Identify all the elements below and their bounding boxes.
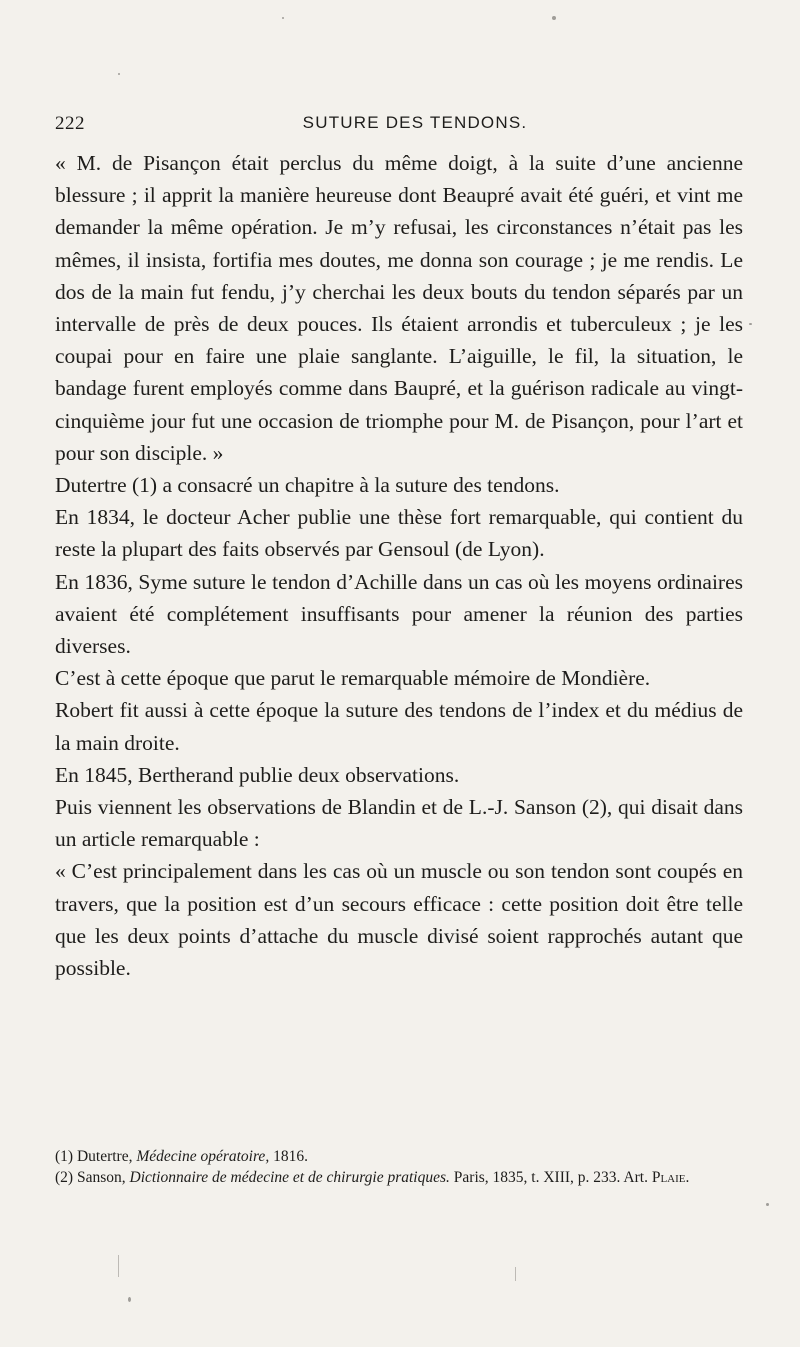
footnote-1-rest: 1816. <box>273 1148 308 1165</box>
paragraph-quote-pisancon: « M. de Pisançon était perclus du même doigt, à la suite d’une ancienne blessure ; il apprit la manière heureuse dont Beaupré avait été guéri, et vint me demander la même opération. Je m’y refusai, les circonstances n’était pas les mêmes, il insista, fortifia mes doutes, me donna son courage ; je me rendis. Le dos de la main fut fendu, j’y cherchai les deux bouts du tendon séparés par un intervalle de près de deux pouces. Ils étaient arrondis et tuberculeux ; je les coupai pour en faire une plaie sanglante. L’aiguille, le fil, la situation, le bandage furent employés comme dans Baupré, et la guérison radicale au vingt-cinquième jour fut une occasion de triomphe pour M. de Pisançon, pour l’art et pour son disciple. » <box>55 151 743 465</box>
footnote-2-rest: Paris, 1835, t. XIII, p. 233. Art. <box>453 1169 648 1186</box>
footnote-1-author: Dutertre, <box>76 1148 133 1165</box>
footnote-2-work: Dictionnaire de médecine et de chirurgie pratiques. <box>129 1169 450 1186</box>
footnote-1-marker: (1) <box>55 1148 74 1165</box>
footnote-2-marker: (2) <box>55 1169 74 1186</box>
paragraph-syme: En 1836, Syme suture le tendon d’Achille dans un cas où les moyens ordinaires avaient été complétement insuffisants pour amener la réunion des parties diverses. <box>55 569 743 659</box>
running-title: SUTURE DES TENDONS. <box>302 113 528 132</box>
body-text <box>55 147 743 984</box>
paragraph-acher: En 1834, le docteur Acher publie une thèse fort remarquable, qui contient du reste la plupart des faits observés par Gensoul (de Lyon). <box>55 505 743 562</box>
paper-speck <box>128 1297 131 1302</box>
paper-speck <box>749 323 752 325</box>
running-head <box>55 113 745 141</box>
footnote-2-article: Plaie. <box>651 1169 690 1186</box>
footnote-2-author: Sanson, <box>76 1169 126 1186</box>
footnote-2 <box>55 1167 743 1188</box>
paragraph-dutertre: Dutertre (1) a consacré un chapitre à la suture des tendons. <box>55 473 560 498</box>
paragraph-sanson-quote: « C’est principalement dans les cas où un muscle ou son tendon sont coupés en travers, que la position est d’un secours efficace : cette position doit être telle que les deux points d’attache du muscle divisé soient rapprochés autant que possible. <box>55 859 743 981</box>
paper-scratch <box>515 1267 516 1281</box>
paragraph-bertherand: En 1845, Bertherand publie deux observations. <box>55 762 460 787</box>
footnote-1 <box>55 1146 743 1167</box>
paper-speck <box>118 73 120 75</box>
page-number: 222 <box>55 113 85 134</box>
paragraph-blandin-sanson: Puis viennent les observations de Blandin et de L.-J. Sanson (2), qui disait dans un article remarquable : <box>55 795 743 852</box>
paper-speck <box>282 17 284 19</box>
paragraph-mondiere: C’est à cette époque que parut le remarquable mémoire de Mondière. <box>55 666 651 691</box>
paper-speck <box>766 1203 769 1206</box>
footnotes <box>55 1146 743 1188</box>
paper-scratch <box>118 1255 119 1277</box>
paragraph-robert: Robert fit aussi à cette époque la suture des tendons de l’index et du médius de la main droite. <box>55 698 743 755</box>
footnote-1-work: Médecine opératoire, <box>136 1148 270 1165</box>
paper-speck <box>552 16 556 20</box>
